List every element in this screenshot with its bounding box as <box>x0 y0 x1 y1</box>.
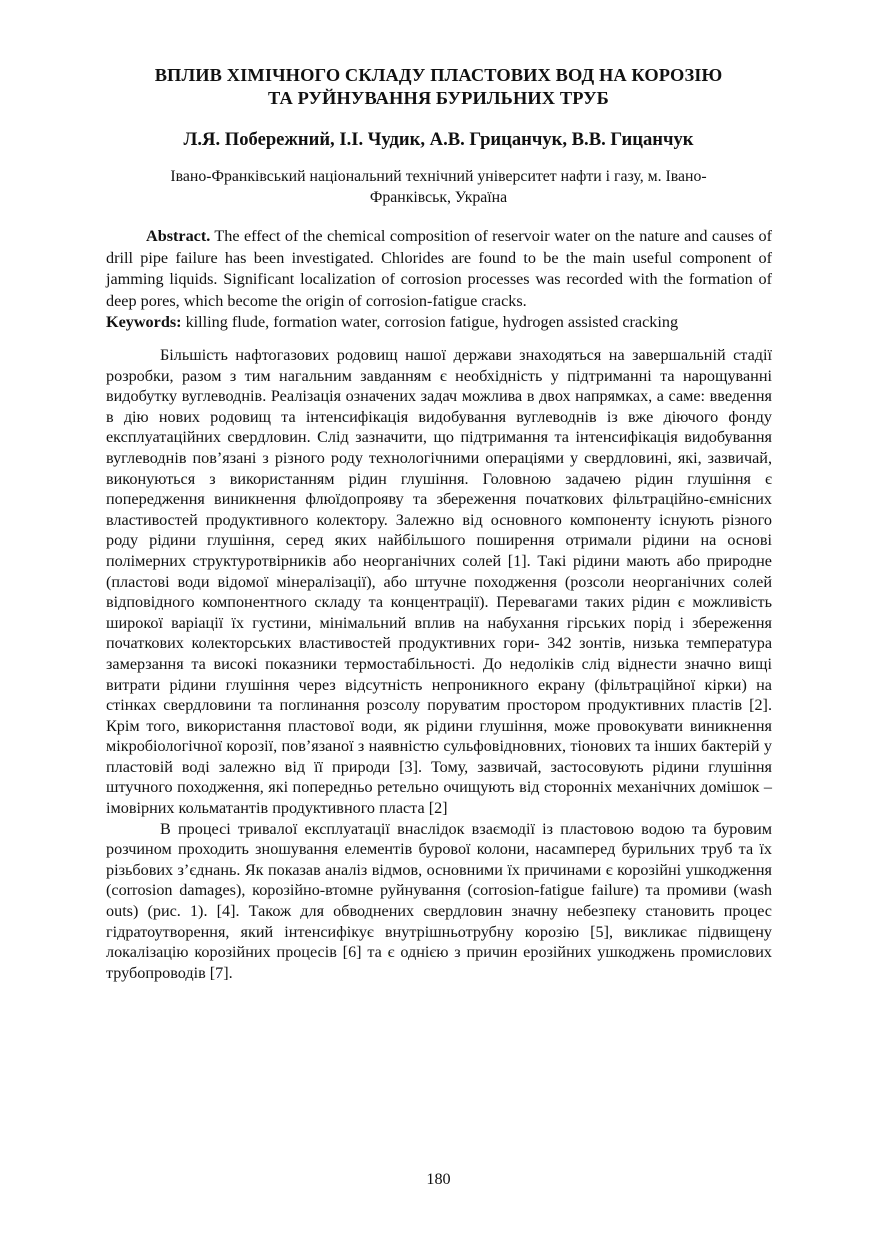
affiliation-line-1: Івано-Франківський національний технічний університет нафти і газу, м. Івано- <box>170 168 707 185</box>
body-paragraph-1: Більшість нафтогазових родовищ нашої держави знаходяться на завершальній стадії розробки, разом з тим нагальним завданням є необхідність у підтриманні та нарощуванні видобутку вуглеводнів. Реалізація означених задач можлива в двох напрямках, а саме: введення в дію нових родовищ та інтенсифікація видобування вуглеводнів із вже діючого фонду експлуатаційних свердловин. Слід зазначити, що підтримання та інтенсифікація видобування вуглеводнів пов’язані з різного роду технологічними операціями у свердловині, які, зазвичай, виконуються з використанням рідин глушіння. Головною задачею рідин глушіння є попередження виникнення флюїдопрояву та збереження початкових фільтраційно-ємнісних властивостей продуктивного колектору. Залежно від основного компоненту існують різного роду рідини глушіння, серед яких найбільшого поширення отримали рідини на основі полімерних структуротвірників або неорганічних солей [1]. Такі рідини мають або природне (пластові води відомої мінералізації), або штучне походження (розсоли неорганічних солей відповідного компонентного складу та концентрації). Перевагами таких рідин є можливість широкої варіації їх густини, мінімальний вплив на набухання гірських порід і збереження початкових колекторських властивостей продуктивних гори- 342 зонтів, низька температура замерзання та високі показники термостабільності. До недоліків слід віднести значно вищі витрати рідини глушіння через відсутність непроникного екрану (фільтраційної кірки) на стінках свердловини та поглинання розсолу поруватим простором продуктивних пластів [2]. Крім того, використання пластової води, як рідини глушіння, може провокувати виникнення мікробіологічної корозії, пов’язаної з наявністю сульфовідновних, тіонових та інших бактерій у пластовій воді залежно від її природи [3]. Тому, зазвичай, застосовують рідини глушіння штучного походження, які попередньо ретельно очищують від сторонніх механічних домішок – імовірних кольматантів продуктивного пласта [2] <box>106 346 772 818</box>
affiliation <box>120 166 757 208</box>
abstract-block <box>106 226 772 334</box>
body-text <box>106 345 772 983</box>
title-line-1: ВПЛИВ ХІМІЧНОГО СКЛАДУ ПЛАСТОВИХ ВОД НА КОРОЗІЮ <box>154 65 723 85</box>
title-line-2: ТА РУЙНУВАННЯ БУРИЛЬНИХ ТРУБ <box>268 88 609 108</box>
paper-title <box>90 64 787 110</box>
author-list: Л.Я. Побережний, І.І. Чудик, А.В. Грицанчук, В.В. Гицанчук <box>183 129 694 150</box>
abstract-text: The effect of the chemical composition of reservoir water on the nature and causes of drill pipe failure has been investigated. Chlorides are found to be the main useful component of jamming liquids. Significant localization of corrosion processes was recorded with the formation of deep pores, which become the origin of corrosion-fatigue cracks. <box>106 227 772 310</box>
keywords-text: killing flude, formation water, corrosion fatigue, hydrogen assisted cracking <box>181 313 679 332</box>
body-paragraph-2: В процесі тривалої експлуатації внаслідок взаємодії із пластовою водою та буровим розчином проходить зношування елементів бурової колони, насамперед бурильних труб та їх різьбових з’єднань. Як показав аналіз відмов, основними їх причинами є корозійні ушкодження (corrosion damages), корозійно-втомне руйнування (corrosion-fatigue failure) та промиви (wash outs) (рис. 1). [4]. Також для обводнених свердловин значну небезпеку становить процес гідратоутворення, який інтенсифікує внутрішньотрубну корозію [5], викликає підвищену локалізацію корозійних процесів [6] та є однією з причин ерозійних ушкоджень промислових трубопроводів [7]. <box>106 819 772 982</box>
keywords-line <box>106 312 772 334</box>
page-number: 180 <box>426 1170 451 1188</box>
abstract-paragraph <box>106 226 772 312</box>
abstract-label: Abstract. <box>146 227 211 245</box>
keywords-label: Keywords: <box>106 313 182 332</box>
affiliation-line-2: Франківськ, Україна <box>369 189 508 206</box>
